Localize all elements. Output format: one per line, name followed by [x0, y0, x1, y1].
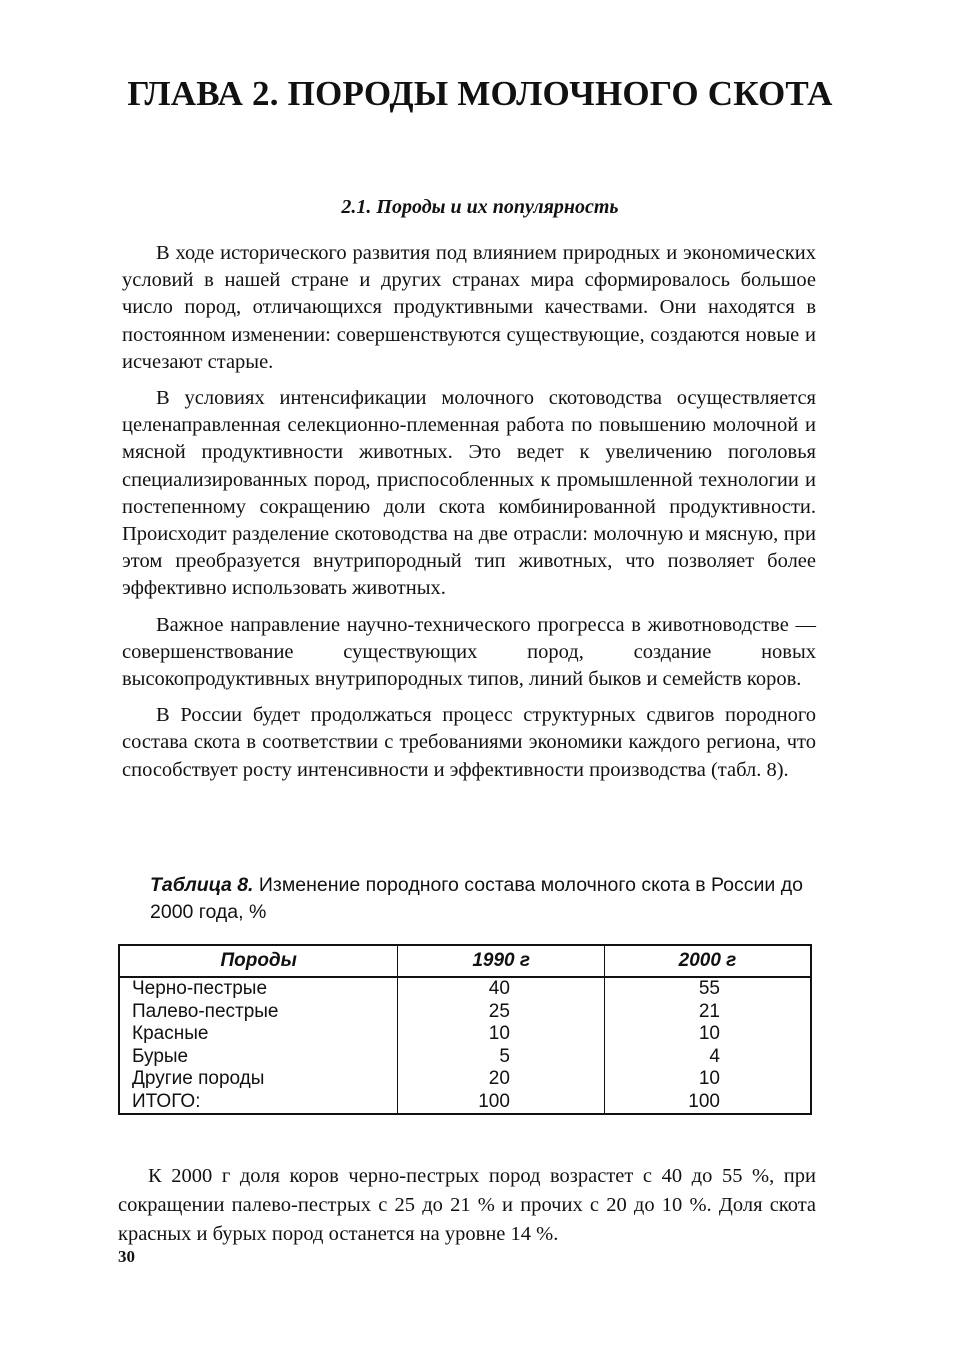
header-breeds: Породы	[119, 945, 398, 977]
value-2000: 4	[604, 1046, 811, 1069]
value-1990: 25	[398, 1001, 605, 1024]
header-1990: 1990 г	[398, 945, 605, 977]
table-row	[119, 977, 811, 1001]
paragraph: Важное направление научно-технического прогресса в животноводстве — совершенствование существующих пород, создание новых высокопродуктивных внутрипородных типов, линий быков и семейств коров.	[122, 613, 816, 691]
table-row	[119, 1023, 811, 1046]
table-row	[119, 1068, 811, 1091]
value-2000: 10	[604, 1068, 811, 1091]
body-text	[122, 240, 816, 793]
paragraph: В ходе исторического развития под влиянием природных и экономических условий в нашей стране и других странах мира сформировалось большое число пород, отличающихся продуктивными качествами. Они находятся в постоянном изменении: совершенствуются существующие, создаются новые и исчезают старые.	[122, 242, 816, 373]
table-row	[119, 1001, 811, 1024]
closing-text	[118, 1162, 816, 1249]
page-number: 30	[118, 1247, 135, 1266]
section-title: 2.1. Породы и их популярность	[341, 196, 619, 218]
breed-name: Бурые	[132, 1045, 189, 1067]
value-2000: 21	[604, 1001, 811, 1024]
value-1990: 10	[398, 1023, 605, 1046]
table-caption	[150, 872, 818, 926]
value-1990: 20	[398, 1068, 605, 1091]
table-header-row	[119, 945, 811, 977]
table-row-total	[119, 1091, 811, 1115]
table-caption-text: Изменение породного состава молочного скота в России до 2000 года, %	[150, 874, 803, 923]
value-1990: 100	[398, 1091, 605, 1115]
value-1990: 40	[398, 977, 605, 1001]
table-caption-label: Таблица 8.	[150, 874, 254, 896]
value-2000: 10	[604, 1023, 811, 1046]
paragraph: В России будет продолжаться процесс структурных сдвигов породного состава скота в соответствии с требованиями экономики каждого региона, что способствует росту интенсивности и эффективности производства (табл. 8).	[122, 704, 816, 781]
value-1990: 5	[398, 1046, 605, 1069]
paragraph: В условиях интенсификации молочного скотоводства осуществляется целенаправленная селекционно-племенная работа по повышению молочной и мясной продуктивности животных. Это ведет к увеличению поголовья специализированных пород, приспособленных к промышленной технологии и постепенному сокращению доли скота комбинированной продуктивности. Происходит разделение скотоводства на две отрасли: молочную и мясную, при этом преобразуется внутрипородный тип животных, что позволяет более эффективно использовать животных.	[122, 387, 816, 600]
header-2000: 2000 г	[604, 945, 811, 977]
breed-name: Черно-пестрые	[132, 978, 268, 999]
value-2000: 100	[604, 1091, 811, 1115]
breed-name: Другие породы	[132, 1068, 265, 1089]
paragraph: К 2000 г доля коров черно-пестрых пород возрастет с 40 до 55 %, при сокращении палево-пестрых с 25 до 21 % и прочих с 20 до 10 %. Доля скота красных и бурых пород останется на уровне 14 %.	[118, 1165, 816, 1245]
value-2000: 55	[604, 977, 811, 1001]
chapter-title: ГЛАВА 2. ПОРОДЫ МОЛОЧНОГО СКОТА	[127, 74, 833, 113]
breed-name: ИТОГО:	[132, 1090, 201, 1112]
breed-name: Палево-пестрые	[132, 1000, 279, 1022]
breed-name: Красные	[132, 1023, 209, 1044]
breeds-table	[118, 944, 812, 1115]
table-row	[119, 1046, 811, 1069]
